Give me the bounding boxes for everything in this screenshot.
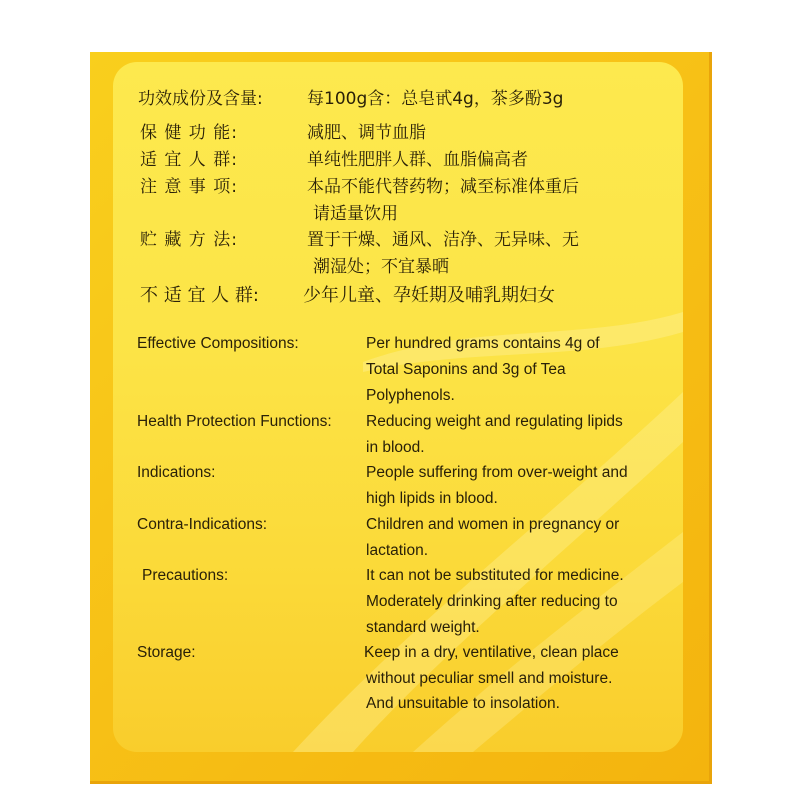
cn-value-composition: 每100g含：总皂甙4g，茶多酚3g [307,89,564,109]
en-label-indications: Indications: [137,464,216,481]
en-line: It can not be substituted for medicine. [366,567,624,584]
en-line: Per hundred grams contains 4g of [366,335,600,352]
cn-value-unsuitable: 少年儿童、孕妊期及哺乳期妇女 [303,285,555,306]
en-line: People suffering from over-weight and [366,464,628,481]
en-label-compositions: Effective Compositions: [137,335,299,352]
en-line: without peculiar smell and moisture. [366,670,613,687]
cn-label-storage: 贮 藏 方 法: [140,230,238,250]
cn-value-health: 减肥、调节血脂 [307,123,426,143]
cn-label-suitable: 适 宜 人 群: [140,150,238,170]
en-line: Children and women in pregnancy or [366,516,620,533]
cn-value-suitable: 单纯性肥胖人群、血脂偏高者 [307,150,528,170]
cn-value-storage-cont: 潮湿处；不宜暴晒 [313,257,449,277]
en-label-precautions: Precautions: [142,567,229,584]
en-line: standard weight. [366,619,480,636]
cn-label-unsuitable: 不 适 宜 人 群: [140,285,259,306]
en-line: And unsuitable to insolation. [366,695,560,712]
cn-value-storage: 置于干燥、通风、洁净、无异味、无 [307,230,579,250]
en-line: Keep in a dry, ventilative, clean place [364,644,619,661]
cn-label-notes: 注 意 事 项: [140,177,238,197]
en-label-contra: Contra-Indications: [137,516,268,533]
en-line: Total Saponins and 3g of Tea [366,361,566,378]
en-line: in blood. [366,439,425,456]
en-line: Moderately drinking after reducing to [366,593,618,610]
cn-value-notes: 本品不能代替药物；减至标准体重后 [307,177,579,197]
en-line: lactation. [366,542,429,559]
cn-label-health: 保 健 功 能: [140,123,238,143]
en-line: high lipids in blood. [366,490,498,507]
cn-label-composition: 功效成份及含量: [138,89,263,109]
en-line: Reducing weight and regulating lipids [366,413,623,430]
cn-value-notes-cont: 请适量饮用 [313,204,398,224]
en-label-storage: Storage: [137,644,196,661]
en-line: Polyphenols. [366,387,455,404]
en-label-health: Health Protection Functions: [137,413,332,430]
